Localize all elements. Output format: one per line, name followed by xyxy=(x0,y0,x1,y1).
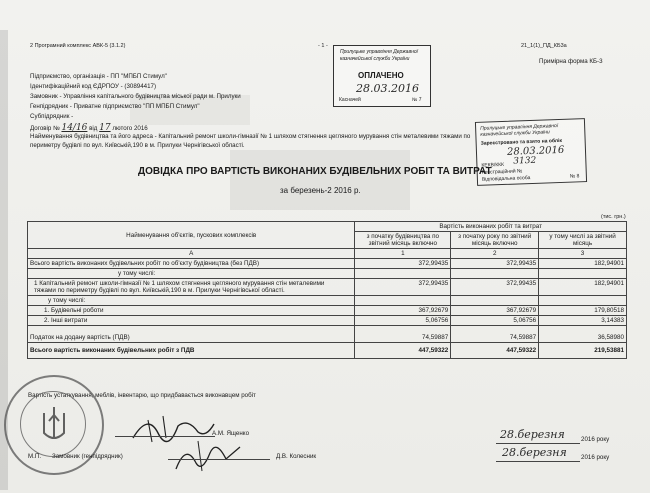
paid-stamp-label: ОПЛАЧЕНО xyxy=(358,71,404,80)
row-value-2: 74,59887 xyxy=(451,326,539,343)
subcontractor-line: Субпідрядник - xyxy=(30,113,74,120)
row-value-3 xyxy=(539,296,627,306)
reg-stamp-kekv: КЕКВ/ККК xyxy=(481,161,505,169)
reg-stamp-org1: Прилуцьке управління Державної xyxy=(480,123,558,132)
header-name: Найменування об'єктів, пускових комплексів xyxy=(28,222,355,249)
row-name: Всього вартість виконаних будівельних робіт з ПДВ xyxy=(28,343,355,359)
paid-stamp-no: № 7 xyxy=(412,97,422,103)
edrpou-line: Ідентифікаційний код ЄДРПОУ - (30894417) xyxy=(30,83,157,90)
row-value-2: 372,99435 xyxy=(451,279,539,296)
header-col2: з початку року по звітний місяць включно xyxy=(451,232,539,249)
row-name: 1 Капітальний ремонт школи-гімназії № 1 шляхом стягнення цегляного мурування стін металевими тяжами по периметру будівлі по вул. Київській,190 в м. Прилуки Чернігівської області. xyxy=(28,279,355,296)
index-2: 2 xyxy=(451,249,539,259)
customer-line: Замовник - Управління капітального будівництва міської ради м. Прилуки xyxy=(30,93,241,100)
paid-stamp xyxy=(333,45,431,107)
header-col3: у тому числі за звітний місяць xyxy=(539,232,627,249)
row-value-2 xyxy=(451,269,539,279)
contractor-line: Генпідрядник - Приватне підприємство "ПП МПБП Стимул" xyxy=(30,103,200,110)
document-title: ДОВІДКА ПРО ВАРТІСТЬ ВИКОНАНИХ БУДІВЕЛЬНИХ РОБІТ ТА ВИТРАТ xyxy=(138,166,492,177)
units-label: (тис. грн.) xyxy=(601,214,626,220)
row-name: Податок на додану вартість (ПДВ) xyxy=(28,326,355,343)
year-2: 2016 року xyxy=(581,454,610,461)
row-value-3: 179,80518 xyxy=(539,306,627,316)
row-value-1: 372,99435 xyxy=(355,259,451,269)
index-a: А xyxy=(28,249,355,259)
row-value-1: 447,59322 xyxy=(355,343,451,359)
row-name: Всього вартість виконаних будівельних робіт по об'єкту будівництва (без ПДВ) xyxy=(28,259,355,269)
row-value-1: 372,99435 xyxy=(355,279,451,296)
object-line-2: периметру будівлі по вул. Київській,190 в м. Прилуки Чернігівської області. xyxy=(30,142,245,149)
file-code: 21_1(1)_ПД_КБ3а xyxy=(521,43,567,49)
table-row-total xyxy=(28,343,627,359)
row-name: 1. Будівельні роботи xyxy=(28,306,355,316)
row-value-1 xyxy=(355,296,451,306)
row-value-1: 367,92679 xyxy=(355,306,451,316)
reg-stamp-line3: Зареєстровано та взято на облік xyxy=(480,137,563,147)
reg-stamp-kekv-value: 3132 xyxy=(513,155,537,167)
table-row xyxy=(28,326,627,343)
row-name: у тому числі: xyxy=(28,269,355,279)
row-value-1 xyxy=(355,269,451,279)
signature-line-2 xyxy=(168,459,270,460)
row-value-2: 447,59322 xyxy=(451,343,539,359)
row-value-2: 5,06756 xyxy=(451,316,539,326)
row-value-1: 5,06756 xyxy=(355,316,451,326)
contract-number: 14/16 xyxy=(61,123,88,133)
enterprise-line: Підприємство, організація - ПП "МПБП Стимул" xyxy=(30,73,167,80)
index-1: 1 xyxy=(355,249,451,259)
row-name: у тому числі: xyxy=(28,296,355,306)
row-value-2 xyxy=(451,296,539,306)
table-row xyxy=(28,279,627,296)
reg-stamp-date: 28.03.2016 xyxy=(506,144,565,158)
reg-stamp-regno: Реєстраційний № xyxy=(481,168,523,176)
paid-stamp-date: 28.03.2016 xyxy=(356,82,419,95)
contract-day: 17 xyxy=(99,123,111,133)
stamp-mark: М.П. xyxy=(28,453,42,460)
contract-prefix: Договір № xyxy=(30,125,60,132)
date-1-handwritten: 28.березня xyxy=(500,428,565,441)
row-value-3 xyxy=(539,269,627,279)
form-label: Примірна форма КБ-3 xyxy=(539,58,603,65)
table-row xyxy=(28,316,627,326)
round-seal xyxy=(4,375,104,475)
signer-2-name: Д.В. Колесник xyxy=(276,453,317,460)
period-label: за березень-2 2016 р. xyxy=(280,186,361,195)
row-value-3: 219,53881 xyxy=(539,343,627,359)
scan-smudge xyxy=(230,150,410,210)
row-value-3: 36,58980 xyxy=(539,326,627,343)
registration-stamp xyxy=(475,118,587,186)
row-name: 2. Інші витрати xyxy=(28,316,355,326)
row-value-3: 3,14383 xyxy=(539,316,627,326)
reg-stamp-no: № 8 xyxy=(569,173,580,180)
table-row xyxy=(28,259,627,269)
paid-stamp-org1: Прилуцьке управління Державної xyxy=(340,49,418,55)
index-3: 3 xyxy=(539,249,627,259)
row-value-3: 182,94901 xyxy=(539,259,627,269)
cost-table xyxy=(27,221,627,359)
date-line-2 xyxy=(496,461,580,462)
row-value-2: 372,99435 xyxy=(451,259,539,269)
contract-rest: лютого 2016 xyxy=(112,125,148,132)
equipment-note: Вартість устаткування, меблів, інвентарю, що придбавається виконавцем робіт xyxy=(28,392,256,399)
year-1: 2016 року xyxy=(581,436,610,443)
signer-2-role: Замовник (генпідрядник) xyxy=(52,453,123,460)
table-row xyxy=(28,296,627,306)
reg-stamp-resp: Відповідальна особа xyxy=(481,175,531,183)
signer-1-name: А.М. Ященко xyxy=(212,430,250,437)
date-line-1 xyxy=(496,443,580,444)
header-col1: з початку будівництва по звітний місяць включно xyxy=(355,232,451,249)
contract-from: від xyxy=(89,125,98,132)
date-2-handwritten: 28.березня xyxy=(502,446,567,459)
paid-stamp-org2: казначейської служби України xyxy=(340,56,410,62)
program-label: 2 Програмний комплекс АВК-5 (3.1.2) xyxy=(30,43,126,49)
paid-stamp-cashier: Касначей xyxy=(339,97,361,103)
row-value-1: 74,59887 xyxy=(355,326,451,343)
object-line-1: Найменування будівництва та його адреса - Капітальний ремонт школи-гімназії № 1 шляхом стягнення цегляного мурування стін металевими тяжами по xyxy=(30,133,471,140)
signature-2 xyxy=(168,433,248,475)
row-value-3: 182,94901 xyxy=(539,279,627,296)
reg-stamp-org2: казначейської служби України xyxy=(480,129,550,138)
contract-line xyxy=(30,123,148,133)
table-row xyxy=(28,269,627,279)
page-number: - 1 - xyxy=(318,43,328,49)
header-group: Вартість виконаних робіт та витрат xyxy=(355,222,627,232)
table-row xyxy=(28,306,627,316)
row-value-2: 367,92679 xyxy=(451,306,539,316)
